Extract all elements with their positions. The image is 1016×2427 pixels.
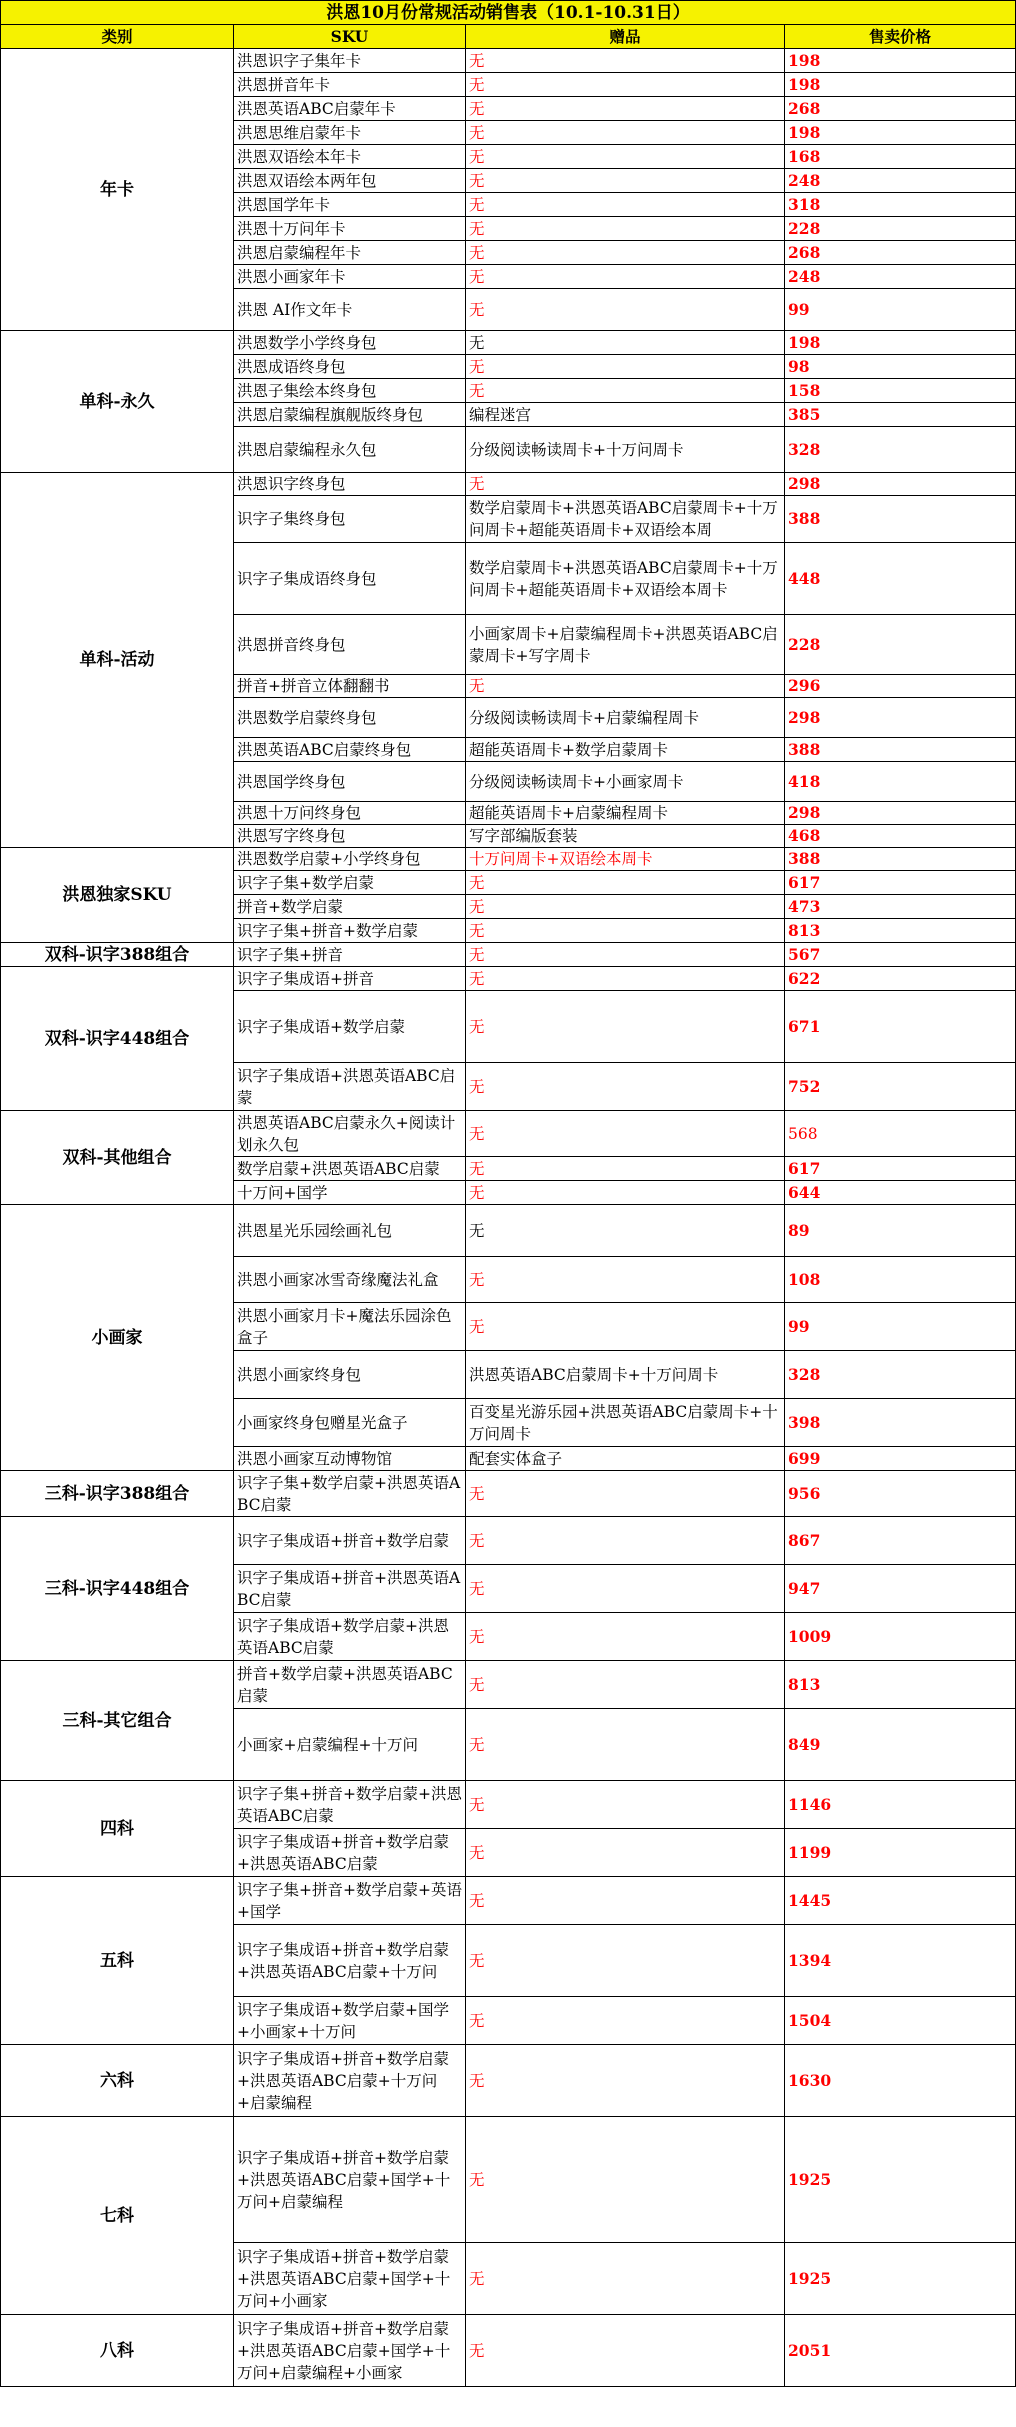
price-cell: 813 xyxy=(785,1661,1016,1709)
price-cell: 268 xyxy=(785,97,1016,121)
price-cell: 867 xyxy=(785,1517,1016,1565)
table-row xyxy=(1,2045,1016,2117)
gift-cell: 无 xyxy=(466,1781,785,1829)
gift-cell: 无 xyxy=(466,1829,785,1877)
table-row xyxy=(1,1205,1016,1257)
gift-cell: 无 xyxy=(466,1925,785,1997)
price-cell: 699 xyxy=(785,1447,1016,1471)
price-cell: 385 xyxy=(785,403,1016,427)
price-cell: 99 xyxy=(785,289,1016,331)
sku-cell: 识字子集成语+拼音+数学启蒙+洪恩英语ABC启蒙 xyxy=(234,1829,466,1877)
price-cell: 296 xyxy=(785,675,1016,698)
sku-cell: 识字子集+拼音+数学启蒙+英语+国学 xyxy=(234,1877,466,1925)
sku-cell: 拼音+拼音立体翻翻书 xyxy=(234,675,466,698)
gift-cell: 洪恩英语ABC启蒙周卡+十万问周卡 xyxy=(466,1351,785,1399)
gift-cell: 分级阅读畅读周卡+小画家周卡 xyxy=(466,762,785,802)
price-cell: 89 xyxy=(785,1205,1016,1257)
gift-cell: 无 xyxy=(466,289,785,331)
header-gift: 赠品 xyxy=(466,25,785,49)
price-cell: 328 xyxy=(785,427,1016,473)
sku-cell: 洪恩英语ABC启蒙永久+阅读计划永久包 xyxy=(234,1111,466,1157)
table-title: 洪恩10月份常规活动销售表（10.1-10.31日） xyxy=(1,1,1016,25)
price-cell: 617 xyxy=(785,871,1016,895)
sku-cell: 识字子集+数学启蒙+洪恩英语ABC启蒙 xyxy=(234,1471,466,1517)
gift-cell: 无 xyxy=(466,1877,785,1925)
price-cell: 617 xyxy=(785,1157,1016,1181)
gift-cell: 无 xyxy=(466,121,785,145)
price-cell: 168 xyxy=(785,145,1016,169)
category-cell: 年卡 xyxy=(1,49,234,331)
sku-cell: 识字子集成语+拼音+数学启蒙+洪恩英语ABC启蒙+国学+十万问+启蒙编程+小画家 xyxy=(234,2315,466,2387)
price-cell: 98 xyxy=(785,355,1016,379)
table-row xyxy=(1,2315,1016,2387)
gift-cell: 无 xyxy=(466,355,785,379)
sku-cell: 洪恩英语ABC启蒙年卡 xyxy=(234,97,466,121)
category-cell: 七科 xyxy=(1,2117,234,2315)
gift-cell: 无 xyxy=(466,1205,785,1257)
price-cell: 388 xyxy=(785,738,1016,762)
price-cell: 956 xyxy=(785,1471,1016,1517)
gift-cell: 无 xyxy=(466,967,785,991)
sku-cell: 十万问+国学 xyxy=(234,1181,466,1205)
price-cell: 622 xyxy=(785,967,1016,991)
header-price: 售卖价格 xyxy=(785,25,1016,49)
gift-cell: 无 xyxy=(466,241,785,265)
sku-cell: 洪恩写字终身包 xyxy=(234,825,466,848)
gift-cell: 无 xyxy=(466,919,785,943)
table-row xyxy=(1,943,1016,967)
category-cell: 四科 xyxy=(1,1781,234,1877)
sku-cell: 洪恩拼音终身包 xyxy=(234,615,466,675)
gift-cell: 无 xyxy=(466,1111,785,1157)
price-cell: 268 xyxy=(785,241,1016,265)
gift-cell: 无 xyxy=(466,1517,785,1565)
price-cell: 328 xyxy=(785,1351,1016,1399)
gift-cell: 超能英语周卡+数学启蒙周卡 xyxy=(466,738,785,762)
sku-cell: 识字子集成语+拼音+数学启蒙+洪恩英语ABC启蒙+十万问+启蒙编程 xyxy=(234,2045,466,2117)
table-row xyxy=(1,473,1016,496)
gift-cell: 无 xyxy=(466,1471,785,1517)
gift-cell: 无 xyxy=(466,193,785,217)
price-cell: 228 xyxy=(785,217,1016,241)
sku-cell: 洪恩星光乐园绘画礼包 xyxy=(234,1205,466,1257)
table-row xyxy=(1,1111,1016,1157)
gift-cell: 百变星光游乐园+洪恩英语ABC启蒙周卡+十万问周卡 xyxy=(466,1399,785,1447)
category-cell: 双科-识字388组合 xyxy=(1,943,234,967)
gift-cell: 无 xyxy=(466,379,785,403)
gift-cell: 无 xyxy=(466,49,785,73)
price-cell: 1146 xyxy=(785,1781,1016,1829)
table-row xyxy=(1,2117,1016,2243)
gift-cell: 无 xyxy=(466,1303,785,1351)
sku-cell: 洪恩识字终身包 xyxy=(234,473,466,496)
table-body xyxy=(1,49,1016,2387)
price-cell: 448 xyxy=(785,543,1016,615)
price-cell: 318 xyxy=(785,193,1016,217)
category-cell: 八科 xyxy=(1,2315,234,2387)
sku-cell: 洪恩思维启蒙年卡 xyxy=(234,121,466,145)
category-cell: 六科 xyxy=(1,2045,234,2117)
price-cell: 108 xyxy=(785,1257,1016,1303)
table-row xyxy=(1,49,1016,73)
gift-cell: 无 xyxy=(466,73,785,97)
gift-cell: 数学启蒙周卡+洪恩英语ABC启蒙周卡+十万问周卡+超能英语周卡+双语绘本周 xyxy=(466,496,785,543)
sku-cell: 识字子集成语+数学启蒙+国学+小画家+十万问 xyxy=(234,1997,466,2045)
sku-cell: 洪恩数学启蒙+小学终身包 xyxy=(234,848,466,871)
sku-cell: 识字子集成语+拼音+数学启蒙+洪恩英语ABC启蒙+国学+十万问+小画家 xyxy=(234,2243,466,2315)
sku-cell: 识字子集终身包 xyxy=(234,496,466,543)
category-cell: 洪恩独家SKU xyxy=(1,848,234,943)
price-cell: 1925 xyxy=(785,2243,1016,2315)
price-cell: 298 xyxy=(785,802,1016,825)
table-row xyxy=(1,1877,1016,1925)
gift-cell: 无 xyxy=(466,1565,785,1613)
price-cell: 298 xyxy=(785,698,1016,738)
price-cell: 2051 xyxy=(785,2315,1016,2387)
table-row xyxy=(1,967,1016,991)
sku-cell: 识字子集成语终身包 xyxy=(234,543,466,615)
gift-cell: 无 xyxy=(466,1709,785,1781)
gift-cell: 写字部编版套装 xyxy=(466,825,785,848)
gift-cell: 无 xyxy=(466,2045,785,2117)
price-cell: 228 xyxy=(785,615,1016,675)
gift-cell: 无 xyxy=(466,895,785,919)
sku-cell: 洪恩双语绘本年卡 xyxy=(234,145,466,169)
sku-cell: 识字子集+拼音 xyxy=(234,943,466,967)
sku-cell: 洪恩小画家月卡+魔法乐园涂色盒子 xyxy=(234,1303,466,1351)
category-cell: 小画家 xyxy=(1,1205,234,1471)
price-cell: 418 xyxy=(785,762,1016,802)
sku-cell: 洪恩小画家年卡 xyxy=(234,265,466,289)
category-cell: 三科-其它组合 xyxy=(1,1661,234,1781)
sku-cell: 小画家+启蒙编程+十万问 xyxy=(234,1709,466,1781)
gift-cell: 无 xyxy=(466,217,785,241)
price-cell: 752 xyxy=(785,1063,1016,1111)
price-cell: 99 xyxy=(785,1303,1016,1351)
sku-cell: 洪恩启蒙编程旗舰版终身包 xyxy=(234,403,466,427)
price-cell: 388 xyxy=(785,496,1016,543)
price-cell: 1504 xyxy=(785,1997,1016,2045)
sku-cell: 洪恩启蒙编程永久包 xyxy=(234,427,466,473)
gift-cell: 无 xyxy=(466,871,785,895)
sku-cell: 洪恩数学小学终身包 xyxy=(234,331,466,355)
gift-cell: 十万问周卡+双语绘本周卡 xyxy=(466,848,785,871)
gift-cell: 无 xyxy=(466,991,785,1063)
sku-cell: 洪恩国学年卡 xyxy=(234,193,466,217)
sku-cell: 小画家终身包赠星光盒子 xyxy=(234,1399,466,1447)
sku-cell: 识字子集成语+拼音+数学启蒙+洪恩英语ABC启蒙+国学+十万问+启蒙编程 xyxy=(234,2117,466,2243)
gift-cell: 无 xyxy=(466,169,785,193)
gift-cell: 无 xyxy=(466,331,785,355)
sku-cell: 洪恩子集绘本终身包 xyxy=(234,379,466,403)
price-cell: 298 xyxy=(785,473,1016,496)
sku-cell: 洪恩双语绘本两年包 xyxy=(234,169,466,193)
category-cell: 三科-识字448组合 xyxy=(1,1517,234,1661)
price-cell: 1199 xyxy=(785,1829,1016,1877)
sku-cell: 识字子集+拼音+数学启蒙+洪恩英语ABC启蒙 xyxy=(234,1781,466,1829)
sku-cell: 洪恩英语ABC启蒙终身包 xyxy=(234,738,466,762)
category-cell: 双科-其他组合 xyxy=(1,1111,234,1205)
sku-cell: 洪恩数学启蒙终身包 xyxy=(234,698,466,738)
price-cell: 388 xyxy=(785,848,1016,871)
table-row xyxy=(1,1781,1016,1829)
gift-cell: 无 xyxy=(466,1063,785,1111)
gift-cell: 无 xyxy=(466,145,785,169)
sku-cell: 识字子集+拼音+数学启蒙 xyxy=(234,919,466,943)
sku-cell: 识字子集成语+数学启蒙+洪恩英语ABC启蒙 xyxy=(234,1613,466,1661)
price-cell: 1925 xyxy=(785,2117,1016,2243)
gift-cell: 无 xyxy=(466,1997,785,2045)
sku-cell: 洪恩启蒙编程年卡 xyxy=(234,241,466,265)
header-sku: SKU xyxy=(234,25,466,49)
price-cell: 1445 xyxy=(785,1877,1016,1925)
sku-cell: 洪恩拼音年卡 xyxy=(234,73,466,97)
sku-cell: 识字子集成语+拼音+数学启蒙 xyxy=(234,1517,466,1565)
category-cell: 单科-活动 xyxy=(1,473,234,848)
sku-cell: 洪恩 AI作文年卡 xyxy=(234,289,466,331)
gift-cell: 编程迷宫 xyxy=(466,403,785,427)
header-category: 类别 xyxy=(1,25,234,49)
table-row xyxy=(1,848,1016,871)
sku-cell: 洪恩成语终身包 xyxy=(234,355,466,379)
sku-cell: 拼音+数学启蒙 xyxy=(234,895,466,919)
price-cell: 813 xyxy=(785,919,1016,943)
price-cell: 468 xyxy=(785,825,1016,848)
category-cell: 双科-识字448组合 xyxy=(1,967,234,1111)
table-row xyxy=(1,1517,1016,1565)
sku-cell: 洪恩小画家互动博物馆 xyxy=(234,1447,466,1471)
price-cell: 198 xyxy=(785,121,1016,145)
price-cell: 567 xyxy=(785,943,1016,967)
sku-cell: 识字子集成语+拼音+数学启蒙+洪恩英语ABC启蒙+十万问 xyxy=(234,1925,466,1997)
table-row xyxy=(1,1661,1016,1709)
gift-cell: 无 xyxy=(466,473,785,496)
price-cell: 248 xyxy=(785,265,1016,289)
gift-cell: 无 xyxy=(466,1613,785,1661)
sku-cell: 数学启蒙+洪恩英语ABC启蒙 xyxy=(234,1157,466,1181)
category-cell: 单科-永久 xyxy=(1,331,234,473)
gift-cell: 无 xyxy=(466,97,785,121)
gift-cell: 无 xyxy=(466,675,785,698)
price-cell: 1394 xyxy=(785,1925,1016,1997)
gift-cell: 无 xyxy=(466,265,785,289)
gift-cell: 分级阅读畅读周卡+启蒙编程周卡 xyxy=(466,698,785,738)
gift-cell: 超能英语周卡+启蒙编程周卡 xyxy=(466,802,785,825)
gift-cell: 无 xyxy=(466,2315,785,2387)
price-cell: 849 xyxy=(785,1709,1016,1781)
price-cell: 248 xyxy=(785,169,1016,193)
sku-cell: 识字子集成语+洪恩英语ABC启蒙 xyxy=(234,1063,466,1111)
sku-cell: 识字子集成语+拼音 xyxy=(234,967,466,991)
gift-cell: 数学启蒙周卡+洪恩英语ABC启蒙周卡+十万问周卡+超能英语周卡+双语绘本周卡 xyxy=(466,543,785,615)
sku-cell: 拼音+数学启蒙+洪恩英语ABC启蒙 xyxy=(234,1661,466,1709)
price-cell: 1009 xyxy=(785,1613,1016,1661)
price-cell: 568 xyxy=(785,1111,1016,1157)
sku-cell: 洪恩识字子集年卡 xyxy=(234,49,466,73)
gift-cell: 无 xyxy=(466,1181,785,1205)
sku-cell: 洪恩国学终身包 xyxy=(234,762,466,802)
sku-cell: 识字子集成语+数学启蒙 xyxy=(234,991,466,1063)
gift-cell: 无 xyxy=(466,2243,785,2315)
price-cell: 398 xyxy=(785,1399,1016,1447)
price-cell: 644 xyxy=(785,1181,1016,1205)
price-cell: 198 xyxy=(785,49,1016,73)
gift-cell: 无 xyxy=(466,1257,785,1303)
gift-cell: 无 xyxy=(466,943,785,967)
price-cell: 947 xyxy=(785,1565,1016,1613)
table-row xyxy=(1,1471,1016,1517)
table-row xyxy=(1,331,1016,355)
price-cell: 1630 xyxy=(785,2045,1016,2117)
category-cell: 三科-识字388组合 xyxy=(1,1471,234,1517)
price-cell: 158 xyxy=(785,379,1016,403)
gift-cell: 小画家周卡+启蒙编程周卡+洪恩英语ABC启蒙周卡+写字周卡 xyxy=(466,615,785,675)
price-cell: 198 xyxy=(785,73,1016,97)
price-cell: 198 xyxy=(785,331,1016,355)
gift-cell: 分级阅读畅读周卡+十万问周卡 xyxy=(466,427,785,473)
category-cell: 五科 xyxy=(1,1877,234,2045)
sku-cell: 识字子集成语+拼音+洪恩英语ABC启蒙 xyxy=(234,1565,466,1613)
gift-cell: 无 xyxy=(466,1157,785,1181)
sku-cell: 洪恩小画家终身包 xyxy=(234,1351,466,1399)
gift-cell: 无 xyxy=(466,2117,785,2243)
gift-cell: 配套实体盒子 xyxy=(466,1447,785,1471)
sku-cell: 洪恩小画家冰雪奇缘魔法礼盒 xyxy=(234,1257,466,1303)
gift-cell: 无 xyxy=(466,1661,785,1709)
sku-cell: 洪恩十万问年卡 xyxy=(234,217,466,241)
sku-cell: 识字子集+数学启蒙 xyxy=(234,871,466,895)
price-cell: 473 xyxy=(785,895,1016,919)
price-cell: 671 xyxy=(785,991,1016,1063)
sku-cell: 洪恩十万问终身包 xyxy=(234,802,466,825)
